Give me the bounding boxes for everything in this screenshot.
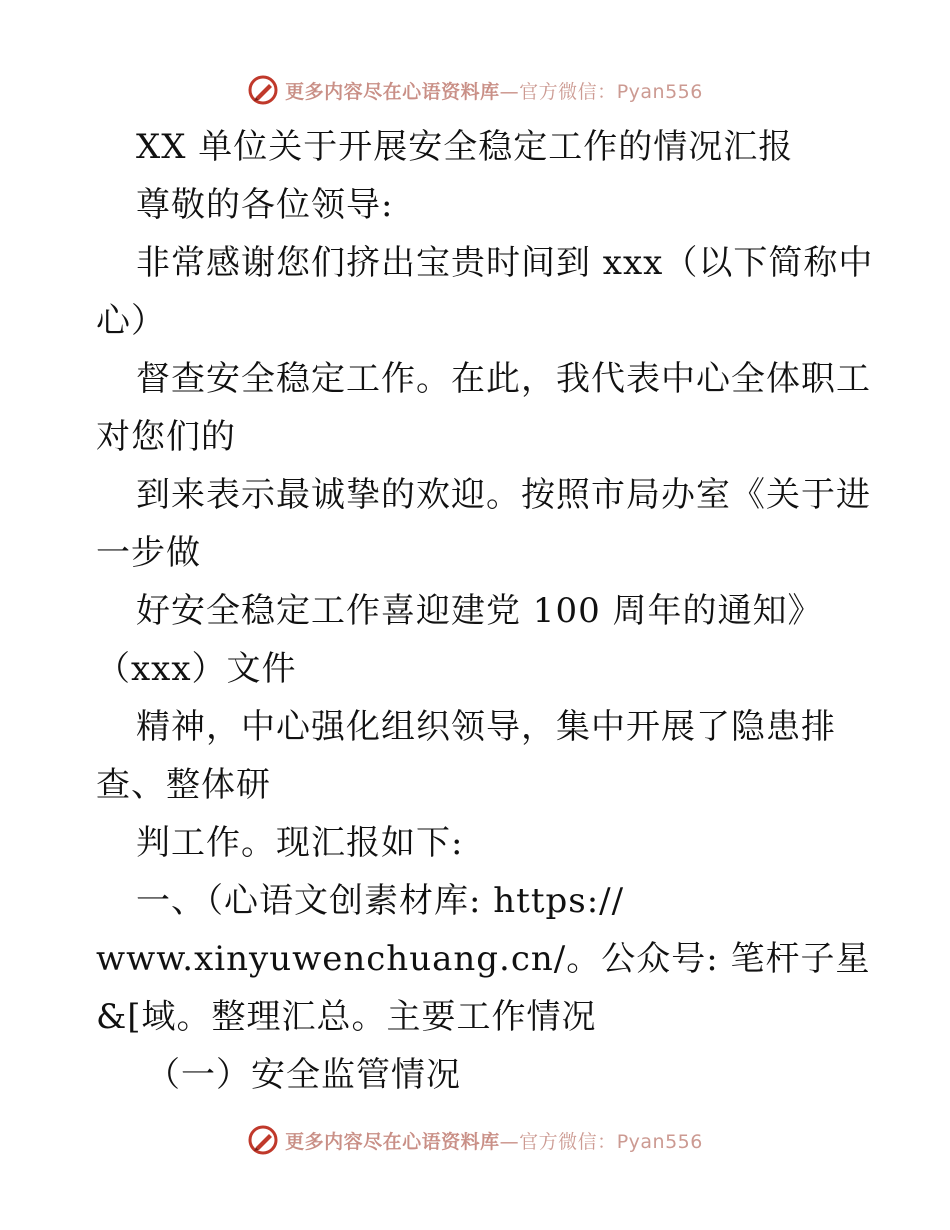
paragraph-line: 督查安全稳定工作。在此，我代表中心全体职工 [136,359,871,399]
paragraph-line: 查、整体研 [96,765,271,805]
pen-logo-icon [247,74,279,106]
document-title: XX 单位关于开展安全稳定工作的情况汇报 [136,127,794,167]
banner-text: 更多内容尽在心语资料库—官方微信：Pyan556 [285,80,703,103]
paragraph-line: 非常感谢您们挤出宝贵时间到 xxx（以下简称中 [136,243,874,283]
section-heading-line: 一、（心语文创素材库: https:// [136,881,625,921]
paragraph-line: 精神，中心强化组织领导，集中开展了隐患排 [136,707,836,747]
pen-logo-icon [247,1124,279,1156]
paragraph-line: &[域。整理汇总。主要工作情况 [96,997,597,1037]
paragraph-line: 到来表示最诚挚的欢迎。按照市局办室《关于进 [136,475,871,515]
paragraph-line: 一步做 [96,533,201,573]
paragraph-line: （xxx）文件 [96,649,297,689]
paragraph-line: 判工作。现汇报如下: [136,823,464,863]
subsection-heading: （一）安全监管情况 [146,1055,461,1095]
paragraph-line: 心） [96,301,166,341]
header-watermark-banner [0,70,950,110]
salutation: 尊敬的各位领导: [136,185,394,225]
paragraph-line: www.xinyuwenchuang.cn/。公众号: 笔杆子星 [96,939,871,979]
paragraph-line: 好安全稳定工作喜迎建党 100 周年的通知》 [136,591,823,631]
document-body [96,118,874,1104]
paragraph-line: 对您们的 [96,417,236,457]
footer-watermark-banner [0,1120,950,1160]
banner-text: 更多内容尽在心语资料库—官方微信：Pyan556 [285,1130,703,1153]
